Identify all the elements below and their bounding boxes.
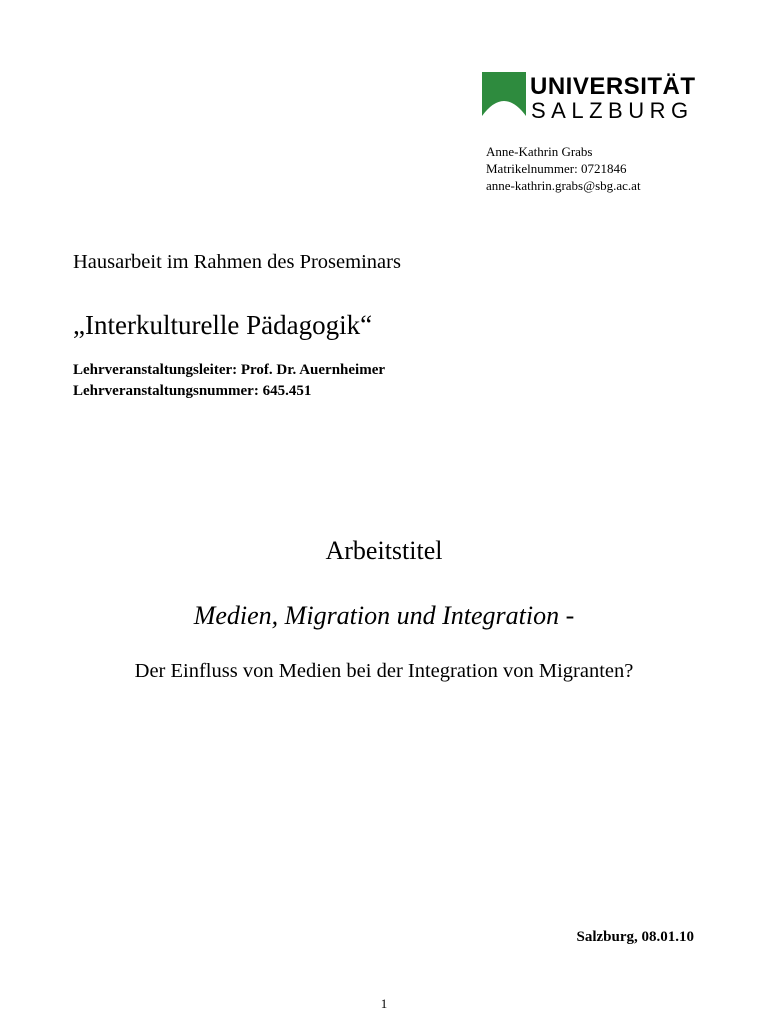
author-block (486, 143, 641, 194)
course-title: „Interkulturelle Pädagogik“ (73, 310, 373, 340)
main-title: Medien, Migration und Integration - (193, 601, 575, 630)
page-number: 1 (380, 996, 388, 1011)
lecture-leader: Lehrveranstaltungsleiter: Prof. Dr. Auernheimer (73, 362, 386, 378)
university-logo-mark-icon (482, 72, 526, 126)
author-email: anne-kathrin.grabs@sbg.ac.at (486, 178, 641, 193)
place-date: Salzburg, 08.01.10 (576, 929, 694, 945)
lecture-number: Lehrveranstaltungsnummer: 645.451 (73, 383, 312, 399)
author-matrikel: Matrikelnummer: 0721846 (486, 161, 627, 176)
logo-line-1: UNIVERSITÄT (530, 73, 696, 100)
paper-subheading: Hausarbeit im Rahmen des Proseminars (73, 251, 401, 273)
logo-line-2: SALZBURG (531, 98, 694, 123)
author-name: Anne-Kathrin Grabs (486, 144, 593, 159)
lecture-info (73, 360, 385, 402)
work-title-label: Arbeitstitel (325, 536, 443, 565)
university-logo (482, 72, 696, 128)
title-question: Der Einfluss von Medien bei der Integration von Migranten? (134, 660, 634, 682)
